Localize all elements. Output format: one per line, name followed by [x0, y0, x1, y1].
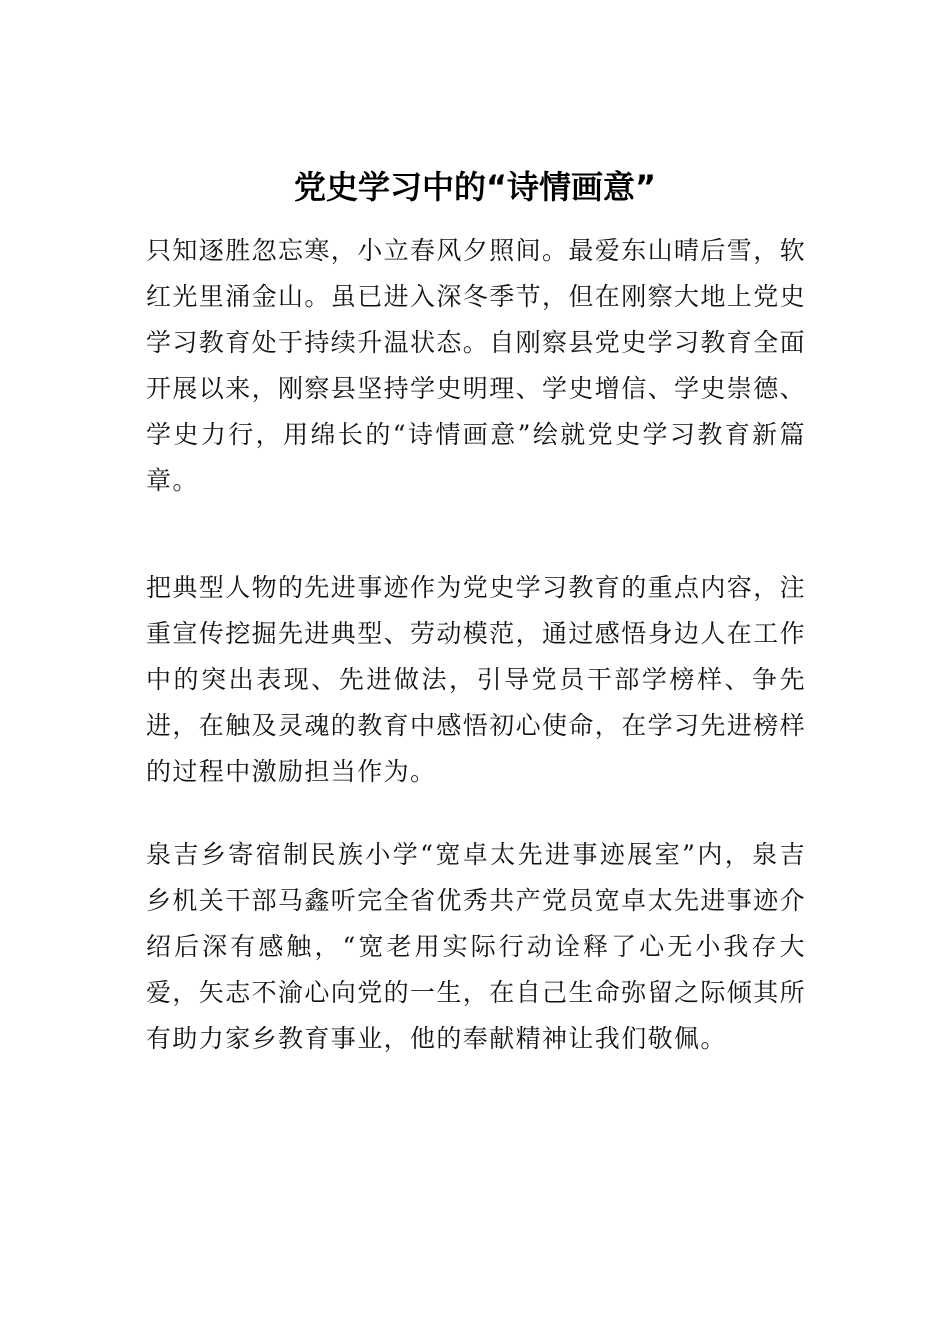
paragraph-2: 把典型人物的先进事迹作为党史学习教育的重点内容，注重宣传挖掘先进典型、劳动模范，通过感悟身边人在工作中的突出表现、先进做法，引导党员干部学榜样、争先进，在触及灵魂的教育中感悟初心使命，在学习先进榜样的过程中激励担当作为。	[146, 573, 807, 786]
document-title: 党史学习中的“诗情画意”	[293, 168, 657, 206]
paragraph-1: 只知逐胜忽忘寒，小立春风夕照间。最爱东山晴后雪，软红光里涌金山。虽已进入深冬季节，但在刚察大地上党史学习教育处于持续升温状态。自刚察县党史学习教育全面开展以来，刚察县坚持学史明理、学史增信、学史崇德、学史力行，用绵长的“诗情画意”绘就党史学习教育新篇章。	[146, 236, 807, 495]
paragraph-3: 泉吉乡寄宿制民族小学“宽卓太先进事迹展室”内，泉吉乡机关干部马鑫听完全省优秀共产党员宽卓太先进事迹介绍后深有感触，“宽老用实际行动诠释了心无小我存大爱，矢志不渝心向党的一生，在自己生命弥留之际倾其所有助力家乡教育事业，他的奉献精神让我们敬佩。	[146, 840, 807, 1053]
